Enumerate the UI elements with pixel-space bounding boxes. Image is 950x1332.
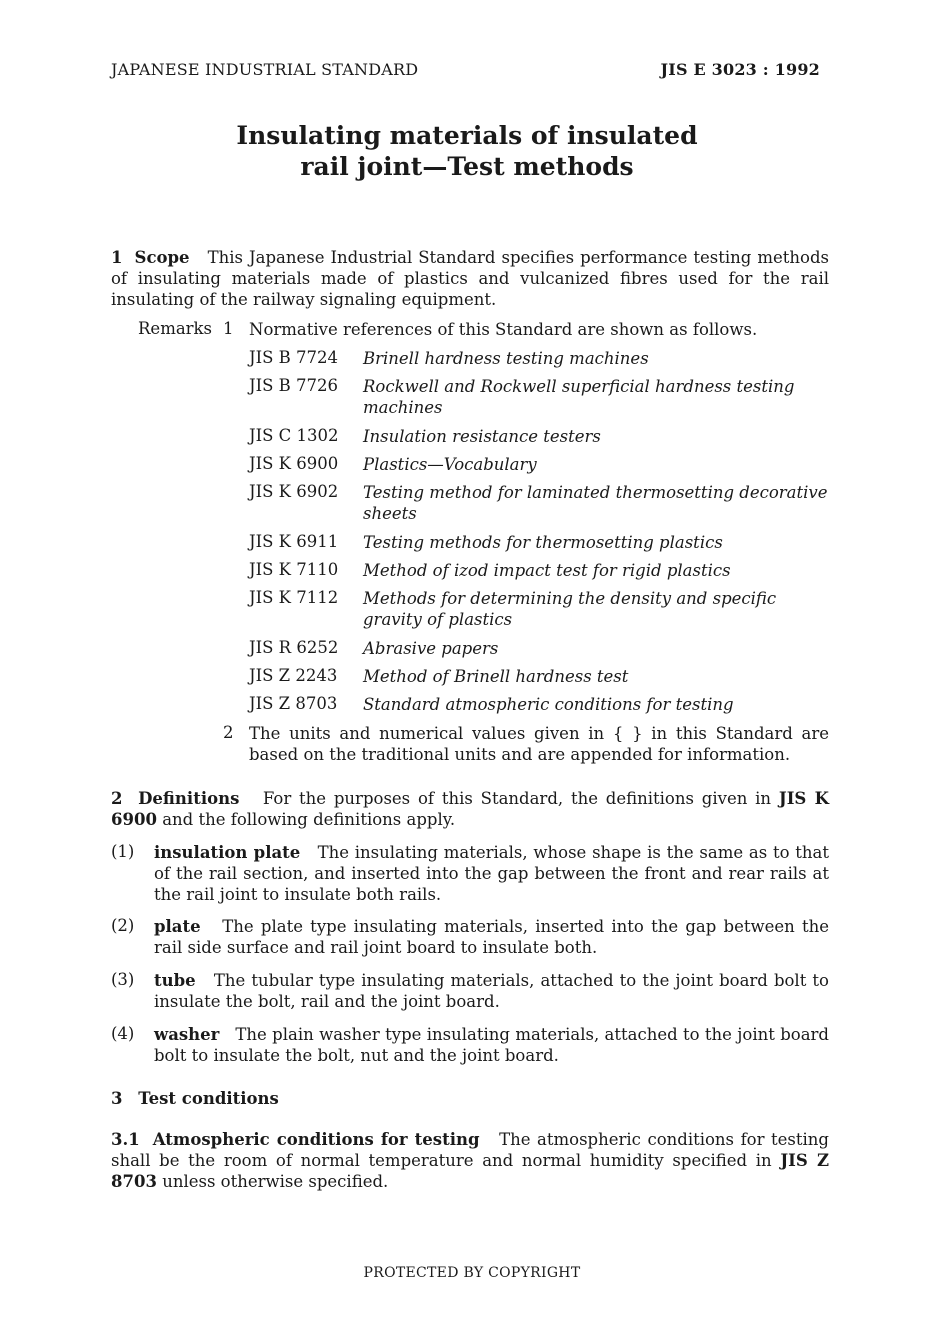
definition-text: The plate type insulating materials, inserted into the gap between the rail side surface and rail joint board to insulate both. — [154, 917, 829, 957]
section-3-heading: Test conditions — [138, 1089, 279, 1108]
definition-term: insulation plate — [154, 843, 301, 862]
definition-text: The insulating materials, whose shape is the same as to that of the rail section, and inserted into the gap between the front and rear rails at the rail joint to insulate both rails. — [154, 843, 829, 904]
definition-number: (1) — [111, 842, 135, 861]
header-standard-name: JAPANESE INDUSTRIAL STANDARD — [111, 60, 419, 79]
reference-code: JIS Z 2243 — [249, 666, 338, 685]
remarks-item-1-text: Normative references of this Standard are shown as follows. — [249, 320, 758, 339]
definition-plate — [154, 916, 829, 958]
definition-insulation-plate — [154, 842, 829, 905]
reference-title: Testing methods for thermosetting plastics — [363, 533, 723, 552]
definition-term: washer — [154, 1025, 220, 1044]
reference-code: JIS K 6900 — [249, 454, 339, 473]
reference-code: JIS K 7112 — [249, 588, 339, 607]
section-2-number: 2 — [111, 789, 123, 808]
section-3-number: 3 — [111, 1089, 123, 1108]
reference-title: Abrasive papers — [363, 639, 499, 658]
definition-number: (3) — [111, 970, 135, 989]
definition-text: The tubular type insulating materials, attached to the joint board bolt to insulate the bolt, rail and the joint board. — [154, 971, 829, 1011]
remarks-item-2-text: The units and numerical values given in { } in this Standard are based on the traditional units and are appended for information. — [249, 724, 829, 764]
reference-code: JIS K 6902 — [249, 482, 339, 501]
remarks-item-1-number: 1 — [223, 319, 234, 338]
definition-washer — [154, 1024, 829, 1066]
reference-code: JIS B 7724 — [249, 348, 339, 367]
title-line-1: Insulating materials of insulated — [236, 121, 698, 150]
section-3-1-text-after: unless otherwise specified. — [162, 1172, 389, 1191]
reference-title: Testing method for laminated thermosetting decorative sheets — [363, 483, 828, 523]
section-2-reference: JIS K 6900 — [111, 789, 829, 829]
definition-number: (2) — [111, 916, 135, 935]
section-1-number: 1 — [111, 248, 123, 267]
section-1-heading: Scope — [134, 248, 190, 267]
reference-title: Standard atmospheric conditions for testing — [363, 695, 734, 714]
section-3-1-text-before: The atmospheric conditions for testing shall be the room of normal temperature and normal humidity specified in — [111, 1130, 829, 1170]
definition-tube — [154, 970, 829, 1012]
document-title — [0, 120, 934, 182]
section-1-text: This Japanese Industrial Standard specifies performance testing methods of insulating materials made of plastics and vulcanized fibres used for the rail insulating of the railway signaling equipment. — [111, 248, 829, 309]
section-3-1-atmospheric-conditions — [111, 1129, 829, 1192]
reference-code: JIS C 1302 — [249, 426, 339, 445]
section-2-text-before: For the purposes of this Standard, the definitions given in — [262, 789, 772, 808]
title-line-2: rail joint—Test methods — [300, 152, 634, 181]
reference-code: JIS Z 8703 — [249, 694, 338, 713]
reference-code: JIS K 6911 — [249, 532, 339, 551]
section-1-scope — [111, 247, 829, 310]
reference-title: Plastics—Vocabulary — [363, 455, 537, 474]
section-2-heading: Definitions — [138, 789, 240, 808]
reference-title: Brinell hardness testing machines — [363, 349, 649, 368]
header-standard-number: JIS E 3023 : 1992 — [660, 60, 820, 79]
reference-title: Methods for determining the density and specific gravity of plastics — [363, 589, 777, 629]
definition-term: tube — [154, 971, 196, 990]
section-3-test-conditions — [111, 1088, 829, 1109]
section-2-text-after: and the following definitions apply. — [162, 810, 456, 829]
reference-title: Rockwell and Rockwell superficial hardness testing machines — [363, 377, 795, 417]
definition-text: The plain washer type insulating materials, attached to the joint board bolt to insulate the bolt, nut and the joint board. — [154, 1025, 829, 1065]
section-2-definitions — [111, 788, 829, 830]
section-3-1-reference: JIS Z 8703 — [111, 1151, 830, 1191]
reference-code: JIS B 7726 — [249, 376, 339, 395]
copyright-footer: PROTECTED BY COPYRIGHT — [363, 1265, 581, 1281]
reference-code: JIS R 6252 — [249, 638, 339, 657]
reference-title: Method of izod impact test for rigid plastics — [363, 561, 731, 580]
definition-number: (4) — [111, 1024, 135, 1043]
section-3-1-heading: Atmospheric conditions for testing — [152, 1130, 480, 1149]
reference-title: Insulation resistance testers — [363, 427, 601, 446]
remarks-label: Remarks — [138, 319, 213, 338]
reference-code: JIS K 7110 — [249, 560, 339, 579]
section-3-1-number: 3.1 — [111, 1130, 140, 1149]
remarks-item-2-number: 2 — [223, 723, 234, 742]
definition-term: plate — [154, 917, 201, 936]
reference-title: Method of Brinell hardness test — [363, 667, 629, 686]
